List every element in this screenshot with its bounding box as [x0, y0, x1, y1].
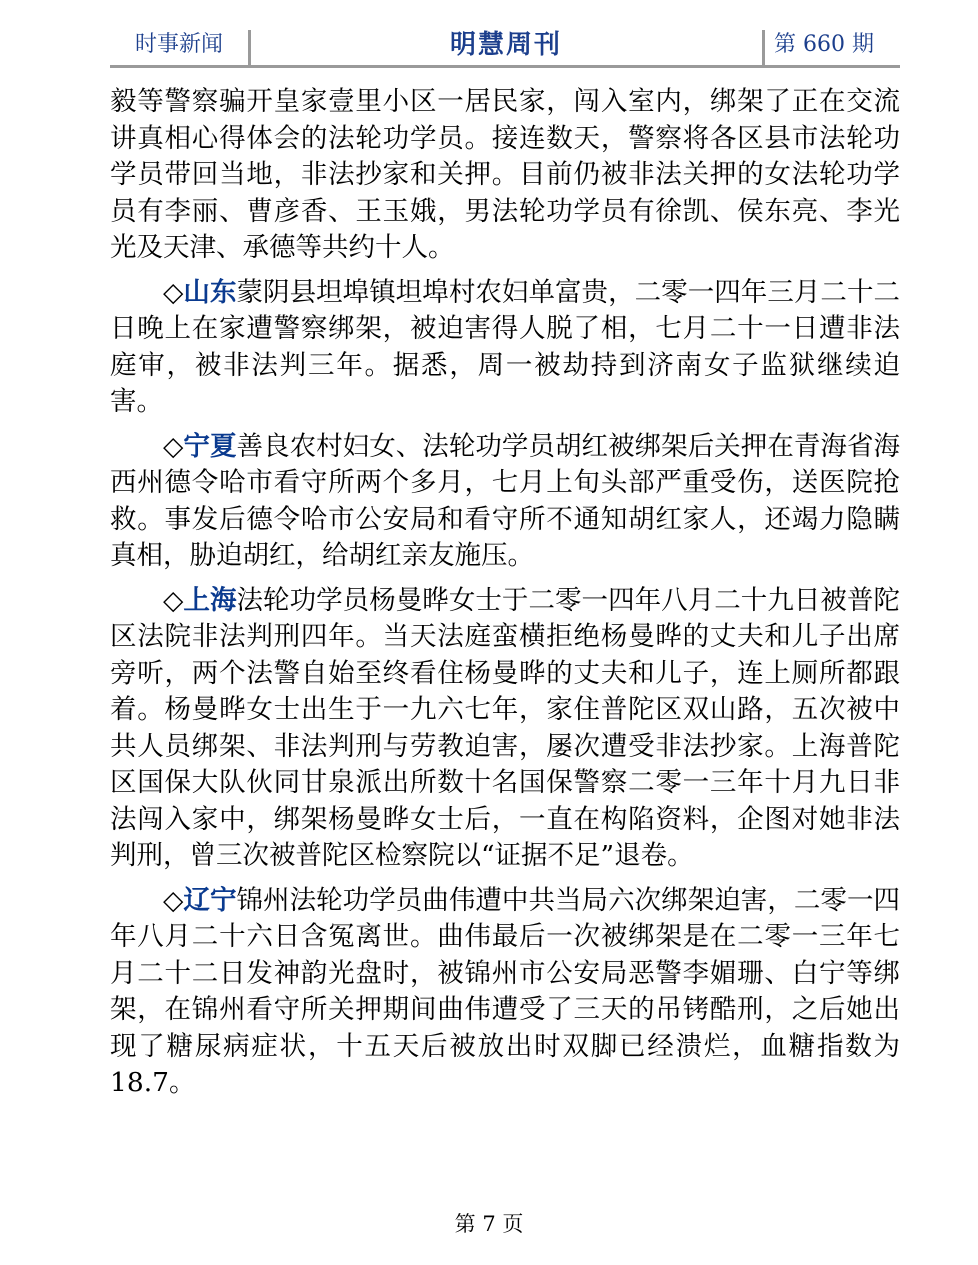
paragraph-continuation — [110, 84, 900, 267]
news-item-liaoning — [110, 883, 900, 1102]
header-rule — [110, 65, 900, 68]
publication-title: 明慧周刊 — [449, 30, 562, 60]
paragraph-text: 锦州法轮功学员曲伟遭中共当局六次绑架迫害，二零一四年八月二十六日含冤离世。曲伟最后一次被绑架是在二零一三年七月二十二日发神韵光盘时，被锦州市公安局恶警李媚珊、白宁等绑架，在锦州看守所关押期间曲伟遭受了三天的吊铐酷刑，之后她出现了糖尿病症状，十五天后被放出时双脚已经溃烂，血糖指数为 18.7。 — [110, 884, 901, 1098]
region-label: 宁夏 — [183, 430, 237, 462]
section-title: 时事新闻 — [134, 32, 223, 57]
paragraph-text: 蒙阴县坦埠镇坦埠村农妇单富贵，二零一四年三月二十二日晚上在家遭警察绑架，被迫害得人脱了相，七月二十一日遭非法庭审，被非法判三年。据悉，周一被劫持到济南女子监狱继续迫害。 — [110, 276, 901, 417]
region-label: 辽宁 — [183, 884, 237, 916]
paragraph-text: 法轮功学员杨曼晔女士于二零一四年八月二十九日被普陀区法院非法判刑四年。当天法庭蛮横拒绝杨曼晔的丈夫和儿子出席旁听，两个法警自始至终看住杨曼晔的丈夫和儿子，连上厕所都跟着。杨曼晔女士出生于一九六七年，家住普陀区双山路，五次被中共人员绑架、非法判刑与劳教迫害，屡次遭受非法抄家。上海普陀区国保大队伙同甘泉派出所数十名国保警察二零一三年十月九日非法闯入家中，绑架杨曼晔女士后，一直在构陷资料，企图对她非法判刑，曾三次被普陀区检察院以“证据不足”退卷。 — [110, 584, 901, 871]
diamond-bullet-icon: ◇ — [163, 430, 184, 462]
diamond-bullet-icon: ◇ — [163, 584, 184, 616]
page-number: 第 7 页 — [454, 1212, 524, 1236]
region-label: 山东 — [183, 276, 237, 308]
diamond-bullet-icon: ◇ — [163, 884, 184, 916]
paragraph-text: 善良农村妇女、法轮功学员胡红被绑架后关押在青海省海西州德令哈市看守所两个多月，七月上旬头部严重受伤，送医院抢救。事发后德令哈市公安局和看守所不通知胡红家人，还竭力隐瞒真相，胁迫胡红，给胡红亲友施压。 — [110, 430, 901, 571]
article-body — [110, 84, 900, 1110]
page-header — [110, 26, 900, 68]
header-divider-right — [762, 30, 765, 66]
paragraph-text: 毅等警察骗开皇家壹里小区一居民家，闯入室内，绑架了正在交流讲真相心得体会的法轮功学员。接连数天，警察将各区县市法轮功学员带回当地，非法抄家和关押。目前仍被非法关押的女法轮功学员有李丽、曹彦香、王玉娥，男法轮功学员有徐凯、侯东亮、李光光及天津、承德等共约十人。 — [110, 86, 900, 263]
issue-number: 第 660 期 — [774, 32, 874, 57]
news-item-shandong — [110, 275, 900, 421]
news-item-shanghai — [110, 583, 900, 875]
news-item-ningxia — [110, 429, 900, 575]
region-label: 上海 — [183, 584, 237, 616]
diamond-bullet-icon: ◇ — [163, 276, 184, 308]
